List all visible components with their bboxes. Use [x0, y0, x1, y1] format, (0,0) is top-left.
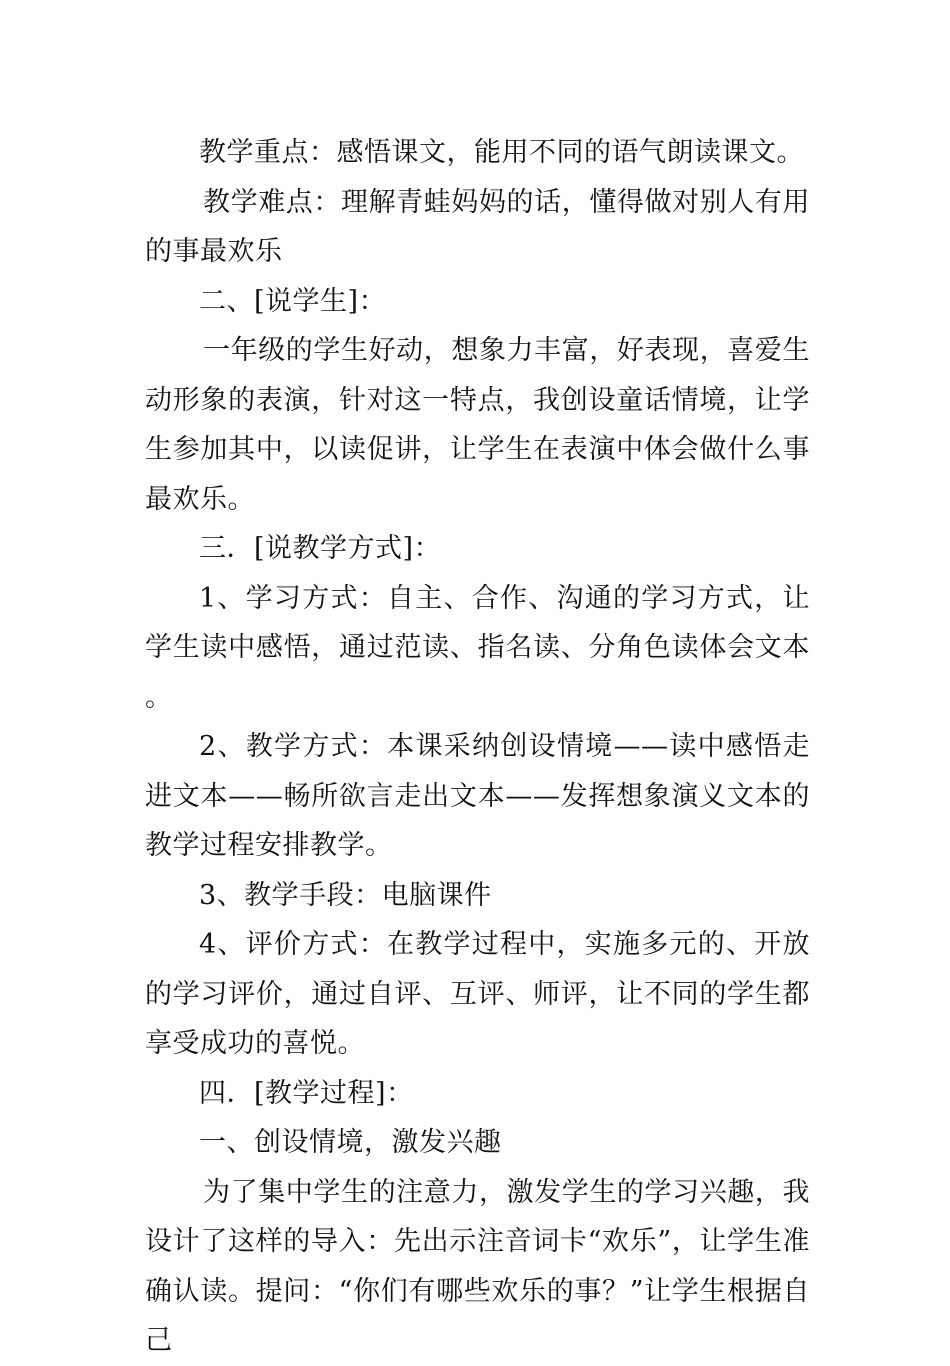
paragraph-teaching-means: 3、教学手段：电脑课件 — [199, 879, 492, 911]
document-body — [145, 128, 810, 1366]
paragraph-introduction: 为了集中学生的注意力，激发学生的学习兴趣，我设计了这样的导入：先出示注音词卡“欢乐”，让学生准确认读。提问：“你们有哪些欢乐的事？”让学生根据自己 — [145, 1176, 810, 1356]
subsection-heading-create-situation: 一、创设情境，激发兴趣 — [199, 1127, 502, 1158]
paragraph-learning-method: 1、学习方式：自主、合作、沟通的学习方式，让学生读中感悟，通过范读、指名读、分角色读体会文本。 — [145, 582, 810, 713]
section-heading-students: 二、[说学生]： — [199, 285, 387, 317]
paragraph-evaluation-method: 4、评价方式：在教学过程中，实施多元的、开放的学习评价，通过自评、互评、师评，让不同的学生都享受成功的喜悦。 — [145, 929, 810, 1059]
paragraph-teaching-method: 2、教学方式：本课采纳创设情境——读中感悟走进文本——畅所欲言走出文本——发挥想象演义文本的教学过程安排教学。 — [145, 731, 810, 861]
paragraph-teaching-focus: 教学重点：感悟课文，能用不同的语气朗读课文。 — [199, 137, 804, 168]
paragraph-teaching-difficulty: 教学难点：理解青蛙妈妈的话，懂得做对别人有用的事最欢乐 — [145, 186, 810, 267]
paragraph-students: 一年级的学生好动，想象力丰富，好表现，喜爱生动形象的表演，针对这一特点，我创设童话情境，让学生参加其中，以读促讲，让学生在表演中体会做什么事最欢乐。 — [145, 335, 810, 515]
section-heading-teaching-methods: 三．[说教学方式]： — [199, 533, 442, 564]
section-heading-teaching-process: 四．[教学过程]： — [199, 1077, 414, 1109]
